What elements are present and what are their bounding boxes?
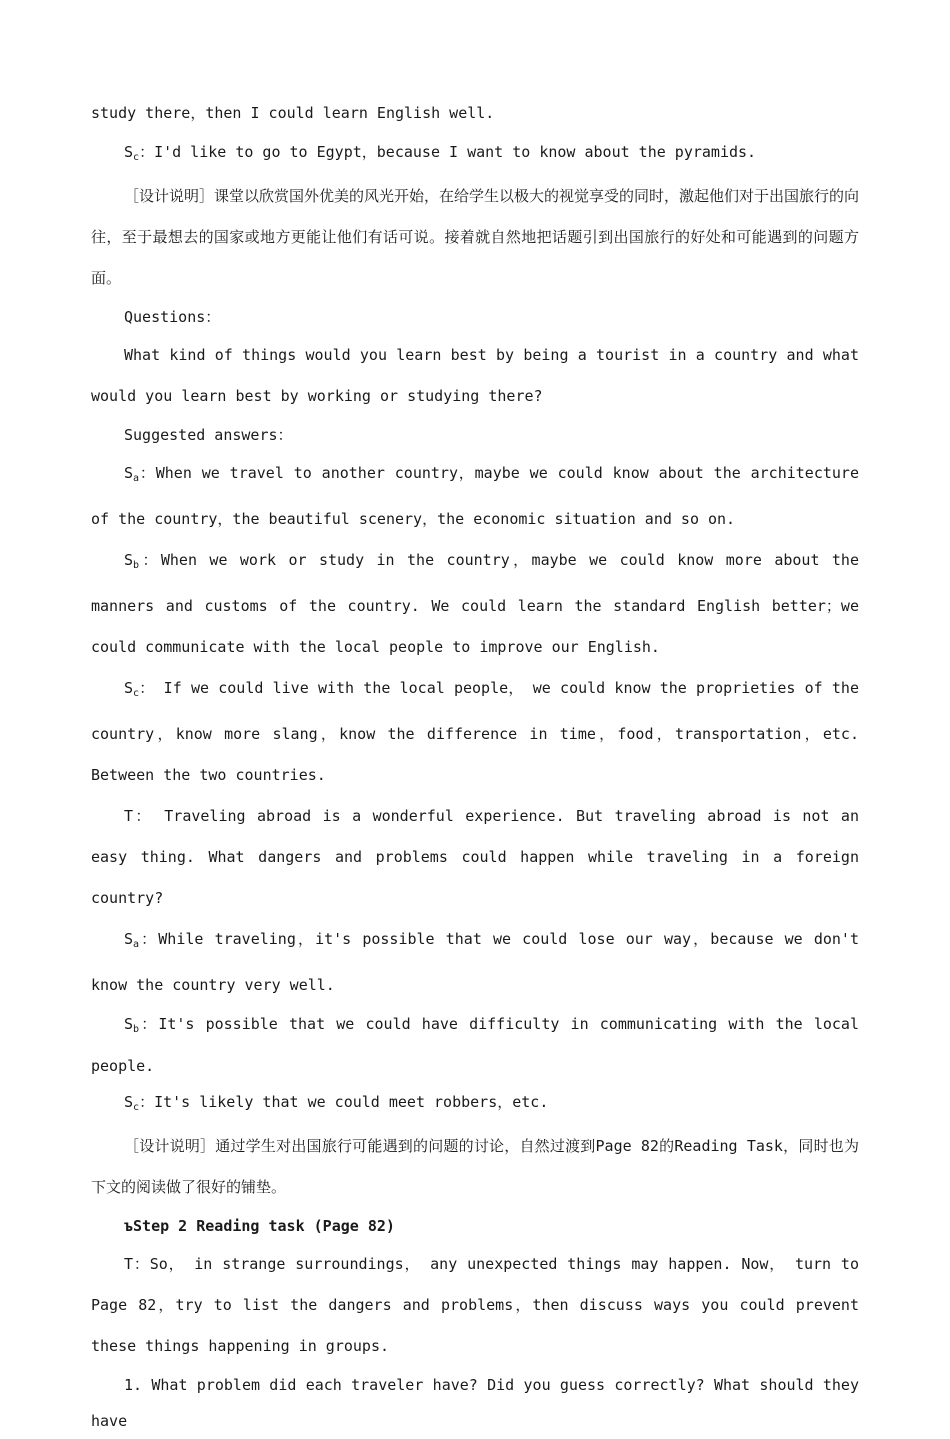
question-text: What kind of things would you learn best by being a tourist in a country and what would you learn best by working or studying there?	[91, 346, 859, 405]
speaker-label: S	[124, 1093, 134, 1111]
speaker-label: S	[124, 1015, 134, 1033]
document-page	[91, 93, 859, 1439]
speaker-subscript: a	[133, 473, 140, 484]
speaker-subscript: c	[133, 1102, 140, 1113]
speaker-subscript: c	[133, 688, 140, 699]
answer-sc-robbers: $S_c$：It's likely that we could meet robbers，etc.	[124, 1093, 549, 1113]
teacher-strange-surroundings: T：So， in strange surroundings， any unexpected things may happen. Now， turn to Page 82，try to list the dangers and problems，then discuss ways you could prevent these things happening in groups.	[91, 1255, 859, 1355]
speaker-label: S	[124, 143, 134, 161]
answer-sa-travel: $S_a$：When we travel to another country，maybe we could know about the architecture of the country，the beautiful scenery，the economic situation and so on.	[91, 464, 859, 528]
bullet-marker-icon: ъ	[124, 1217, 134, 1235]
step-2-heading: ъStep 2 Reading task (Page 82)	[124, 1217, 395, 1235]
answer-sb-difficulty: $S_b$：It's possible that we could have difficulty in communicating with the local people.	[91, 1015, 859, 1075]
answer-sc-egypt: $S_c$：I'd like to go to Egypt，because I want to know about the pyramids.	[124, 143, 757, 163]
question-1: 1. What problem did each traveler have? Did you guess correctly? What should they have	[91, 1376, 859, 1430]
speaker-label: S	[124, 679, 134, 697]
teacher-traveling-abroad: T： Traveling abroad is a wonderful experience. But traveling abroad is not an easy thing. What dangers and problems could happen while traveling in a foreign country?	[91, 807, 859, 907]
answer-sb-work-study: $S_b$：When we work or study in the country，maybe we could know more about the manners and customs of the country. We could learn the standard English better；we could communicate with the local people to improve our English.	[91, 551, 859, 656]
design-note-1: ［设计说明］课堂以欣赏国外优美的风光开始，在给学生以极大的视觉享受的同时，激起他们对于出国旅行的向往，至于最想去的国家或地方更能让他们有话可说。接着就自然地把话题引到出国旅行的好处和可能遇到的问题方面。	[91, 187, 860, 287]
answer-sc-live: $S_c$： If we could live with the local people， we could know the proprieties of the country，know more slang，know the difference in time，food，transportation，etc. Between the two countries.	[91, 679, 859, 784]
speaker-label: S	[124, 930, 134, 948]
speaker-subscript: b	[133, 1024, 140, 1035]
questions-heading: Questions：	[124, 308, 221, 326]
speaker-subscript: c	[133, 152, 140, 163]
speaker-label: S	[124, 464, 134, 482]
design-note-2: ［设计说明］通过学生对出国旅行可能遇到的问题的讨论，自然过渡到Page 82的Reading Task，同时也为下文的阅读做了很好的铺垫。	[91, 1137, 859, 1196]
answer-sa-lose-way: $S_a$：While traveling，it's possible that we could lose our way，because we don't know the country very well.	[91, 930, 859, 994]
paragraph-study-there: study there，then I could learn English well.	[91, 104, 495, 122]
speaker-subscript: b	[133, 560, 140, 571]
suggested-answers-heading: Suggested answers：	[124, 426, 293, 444]
speaker-subscript: a	[133, 939, 140, 950]
speaker-label: S	[124, 551, 134, 569]
